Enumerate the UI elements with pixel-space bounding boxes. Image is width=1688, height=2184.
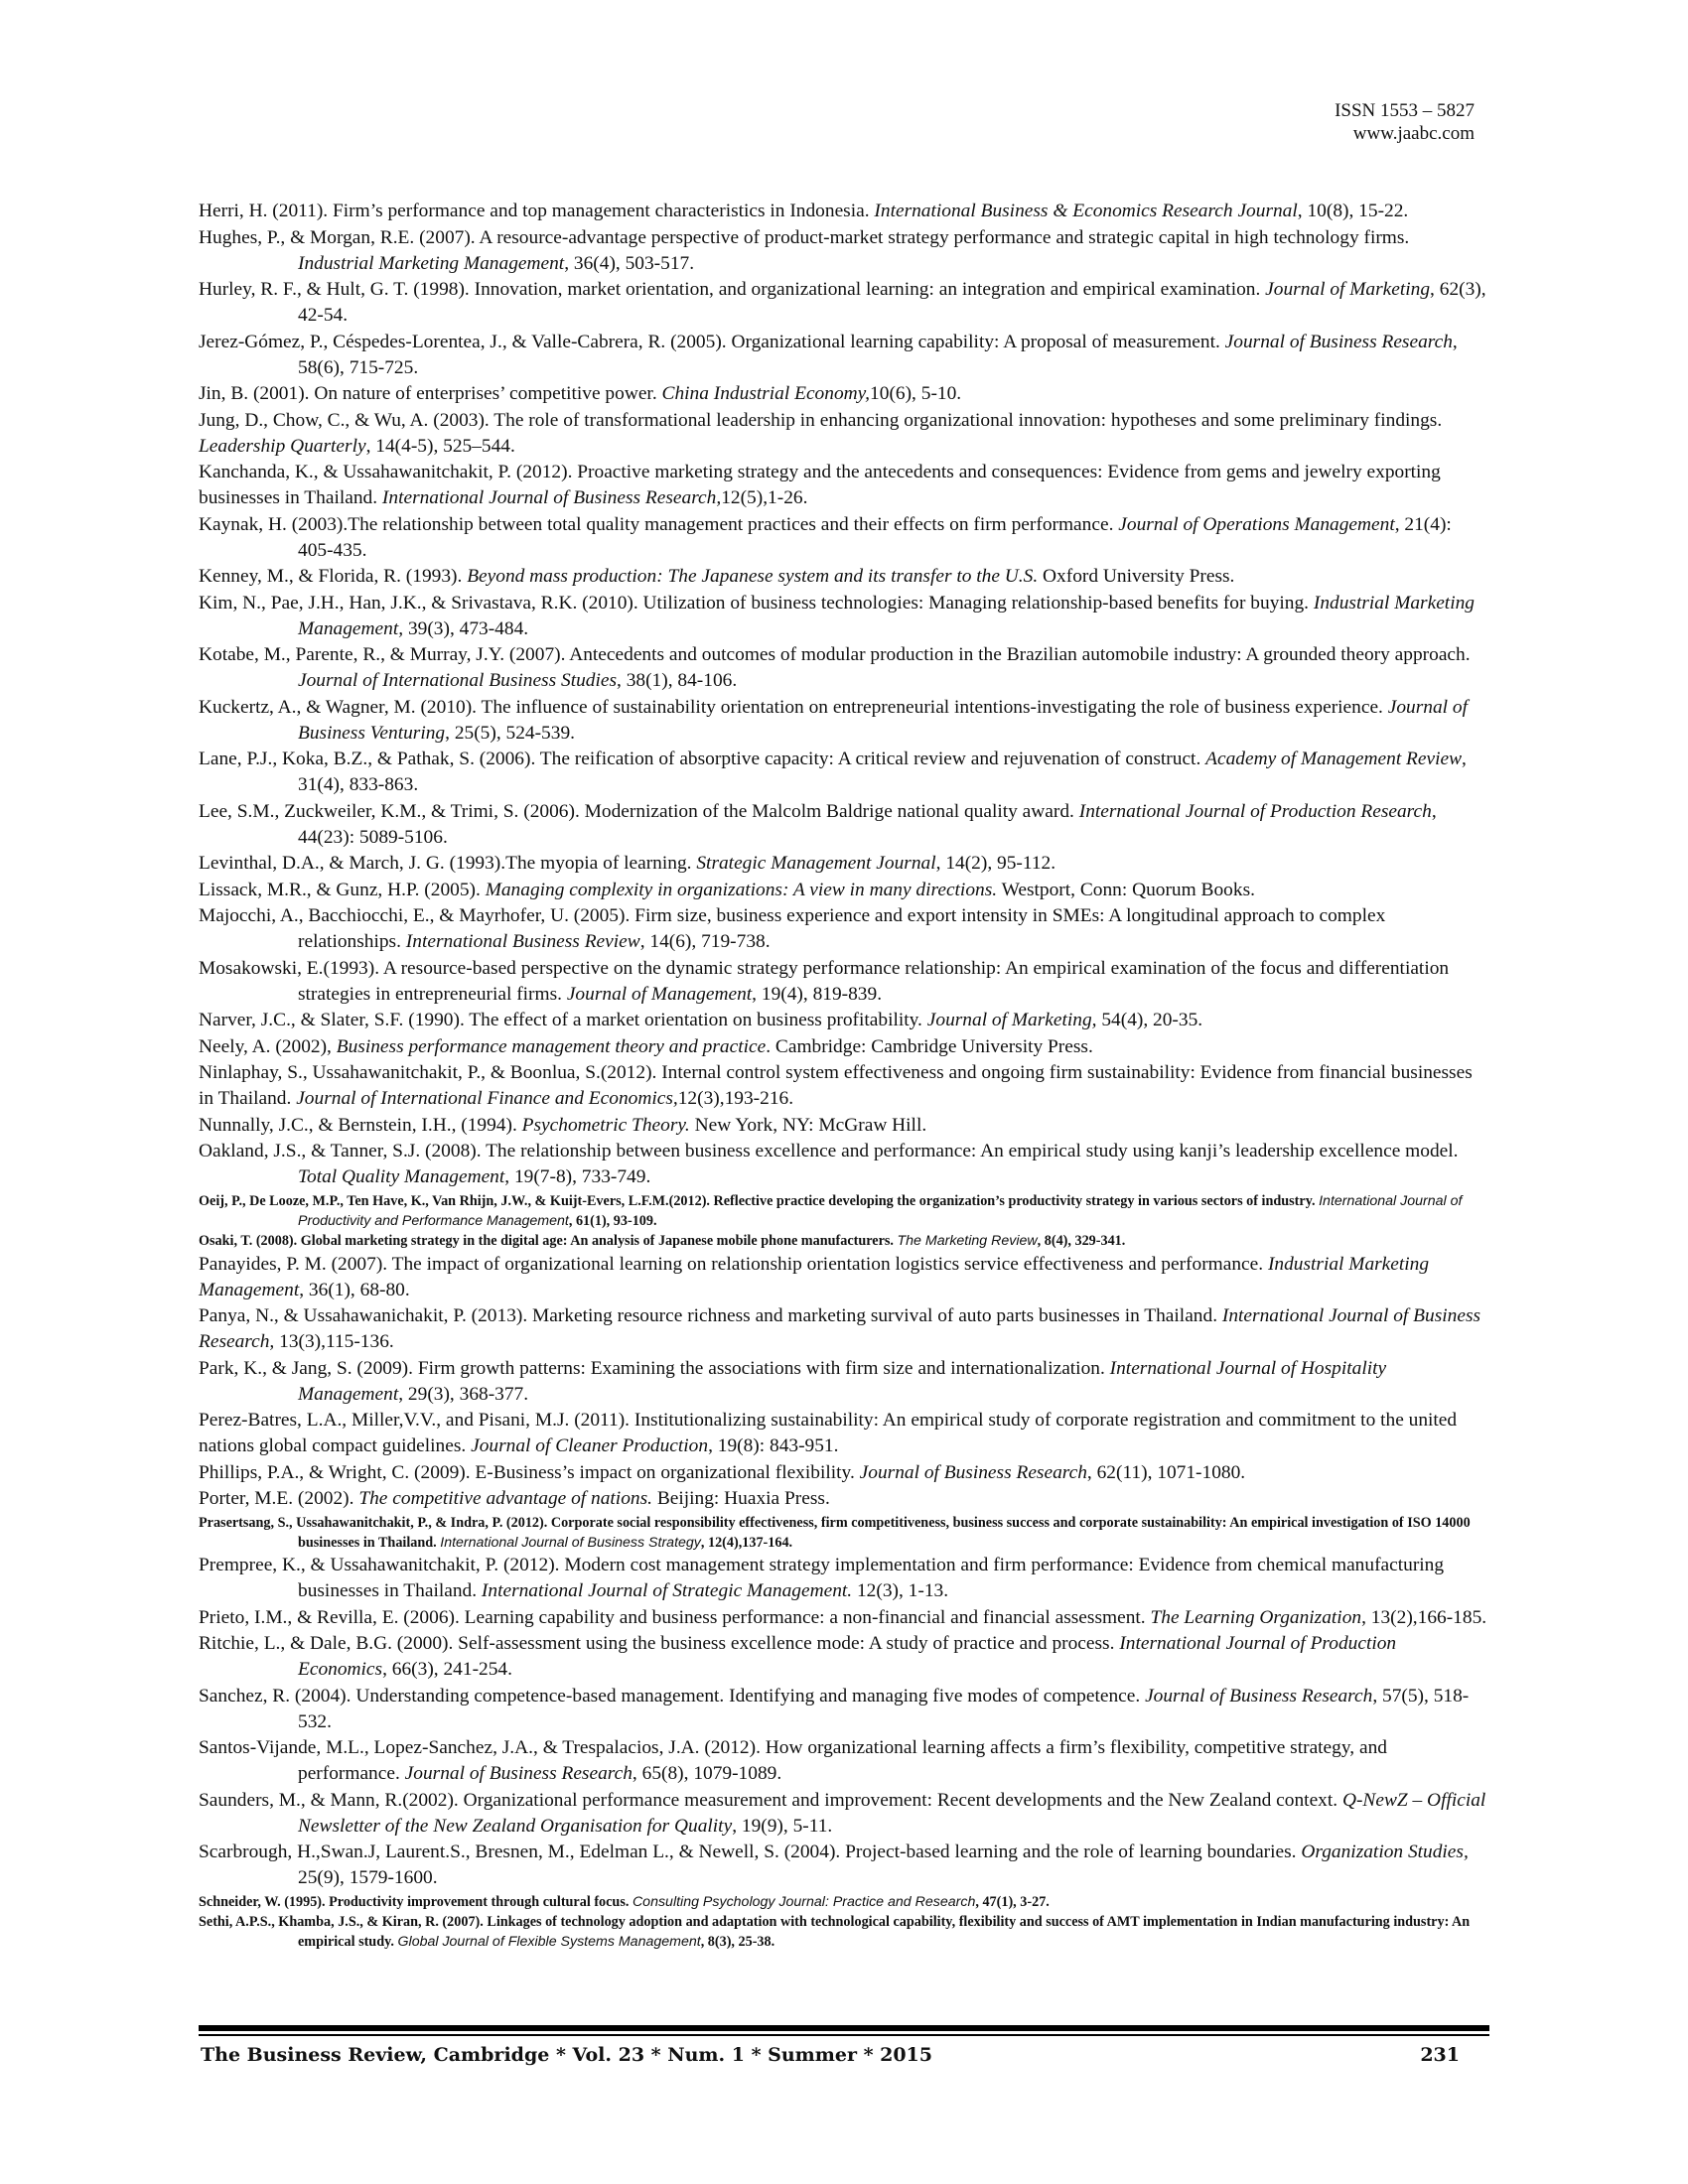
reference-venue: International Journal of Hospitality Management — [298, 1357, 1387, 1405]
reference-venue: Total Quality Management — [298, 1166, 505, 1187]
reference-entry — [199, 878, 1489, 903]
reference-venue: Psychometric Theory. — [521, 1114, 690, 1136]
reference-entry — [199, 1034, 1489, 1060]
reference-details: Oxford University Press. — [1038, 566, 1235, 587]
reference-entry — [199, 1231, 1489, 1251]
reference-entry — [199, 225, 1489, 277]
reference-entry — [199, 903, 1489, 955]
reference-text: Ninlaphay, S., Ussahawanitchakit, P., & Boonlua, S.(2012). Internal control system effectiveness and ongoing firm sustainability: Evidence from financial businesses in Thailand. — [199, 1062, 1473, 1109]
reference-venue: Managing complexity in organizations: A view in many directions. — [485, 879, 998, 900]
reference-entry — [199, 1408, 1489, 1459]
reference-venue: The Marketing Review — [897, 1233, 1038, 1249]
reference-text: Jung, D., Chow, C., & Wu, A. (2003). The role of transformational leadership in enhancing organizational innovation: hypotheses and some preliminary findings. — [199, 409, 1443, 431]
reference-venue: Journal of Business Venturing — [298, 696, 1469, 744]
reference-venue: Organization Studies, — [1301, 1842, 1469, 1862]
reference-entry — [199, 1735, 1489, 1787]
reference-text: Sethi, A.P.S., Khamba, J.S., & Kiran, R. (2007). Linkages of technology adoption and adaptation with technological capability, flexibility and success of AMT implementation in Indian manufacturing industry: An empirical study. — [199, 1914, 1471, 1950]
reference-venue: Consulting Psychology Journal: Practice and Research — [632, 1893, 976, 1910]
reference-text: Kenney, M., & Florida, R. (1993). — [199, 566, 468, 587]
reference-details: , 13(2),166-185. — [1361, 1606, 1487, 1628]
reference-details: , 62(3), 42-54. — [298, 279, 1486, 326]
reference-entry — [199, 956, 1489, 1008]
reference-venue: Business performance management theory and practice — [336, 1035, 767, 1057]
reference-venue: The Learning Organization — [1150, 1606, 1362, 1628]
reference-entry — [199, 851, 1489, 877]
reference-text: Lee, S.M., Zuckweiler, K.M., & Trimi, S. (2006). Modernization of the Malcolm Baldrige national quality award. — [199, 800, 1079, 822]
reference-text: Prasertsang, S., Ussahawanitchakit, P., & Indra, P. (2012). Corporate social responsibility effectiveness, firm competitiveness, business success and corporate sustainability: An empirical investigation of ISO 14000 businesses in Thailand. — [199, 1514, 1471, 1551]
reference-venue: The competitive advantage of nations. — [358, 1488, 652, 1509]
reference-details: New York, NY: McGraw Hill. — [689, 1114, 927, 1136]
reference-venue: Beyond mass production: The Japanese system and its transfer to the U.S. — [467, 566, 1039, 587]
reference-text: Jin, B. (2001). On nature of enterprises’ competitive power. — [199, 383, 662, 404]
reference-details: , 61(1), 93-109. — [568, 1212, 657, 1229]
reference-text: Nunnally, J.C., & Bernstein, I.H., (1994). — [199, 1114, 522, 1136]
reference-entry — [199, 1892, 1489, 1912]
page-number: 231 — [1420, 2044, 1460, 2066]
reference-text: Hurley, R. F., & Hult, G. T. (1998). Innovation, market orientation, and organizational learning: an integration and empirical examination. — [199, 279, 1266, 300]
reference-entry — [199, 1840, 1489, 1891]
reference-text: Jerez-Gómez, P., Céspedes-Lorentea, J., & Valle-Cabrera, R. (2005). Organizational learning capability: A proposal of measurement. — [199, 331, 1225, 352]
reference-entry — [199, 695, 1489, 747]
reference-details: , 29(3), 368-377. — [398, 1383, 529, 1405]
reference-venue: International Journal of Business Strategy — [440, 1534, 701, 1551]
reference-details: , 19(7-8), 733-749. — [504, 1166, 651, 1187]
reference-entry — [199, 1513, 1489, 1553]
reference-entry — [199, 199, 1489, 224]
reference-details: 12(5),1-26. — [721, 487, 808, 508]
reference-text: Herri, H. (2011). Firm’s performance and top management characteristics in Indonesia. — [199, 201, 875, 221]
reference-venue: Global Journal of Flexible Systems Management — [397, 1934, 701, 1950]
reference-details: 54(4), 20-35. — [1096, 1010, 1203, 1030]
reference-venue: Academy of Management Review — [1205, 749, 1463, 769]
reference-text: Kim, N., Pae, J.H., Han, J.K., & Srivastava, R.K. (2010). Utilization of business technologies: Managing relationship-based benefits for buying. — [199, 592, 1314, 614]
reference-details: , 8(4), 329-341. — [1037, 1233, 1126, 1249]
reference-text: Kotabe, M., Parente, R., & Murray, J.Y. (2007). Antecedents and outcomes of modular production in the Brazilian automobile industry: A grounded theory approach. — [199, 644, 1471, 665]
reference-details: , 65(8), 1079-1089. — [632, 1763, 782, 1784]
reference-text: Majocchi, A., Bacchiocchi, E., & Mayrhofer, U. (2005). Firm size, business experience and export intensity in SMEs: A longitudinal approach to complex relationships. — [199, 905, 1386, 952]
reference-entry — [199, 1191, 1489, 1231]
reference-details: , 8(3), 25-38. — [700, 1934, 775, 1950]
reference-entry — [199, 591, 1489, 642]
reference-entry — [199, 1788, 1489, 1840]
reference-entry — [199, 1460, 1489, 1486]
reference-entry — [199, 1139, 1489, 1190]
reference-venue: Journal of Operations Management — [1118, 513, 1395, 535]
reference-details: , 44(23): 5089-5106. — [298, 800, 1437, 848]
reference-entry — [199, 1605, 1489, 1631]
reference-text: Oakland, J.S., & Tanner, S.J. (2008). The relationship between business excellence and performance: An empirical study using kanji’s leadership excellence model. — [199, 1141, 1459, 1161]
reference-entry — [199, 799, 1489, 851]
reference-venue: Journal of Marketing, — [926, 1010, 1097, 1030]
reference-details: Westport, Conn: Quorum Books. — [997, 879, 1255, 900]
reference-text: Kaynak, H. (2003).The relationship between total quality management practices and their effects on firm performance. — [199, 513, 1119, 535]
reference-details: , 66(3), 241-254. — [382, 1659, 512, 1680]
reference-details: , 62(11), 1071-1080. — [1086, 1461, 1246, 1483]
reference-details: Beijing: Huaxia Press. — [651, 1488, 830, 1509]
reference-entry — [199, 747, 1489, 798]
reference-entry — [199, 1553, 1489, 1604]
reference-entry — [199, 460, 1489, 511]
reference-venue: Journal of Marketing — [1265, 279, 1431, 300]
reference-entry — [199, 330, 1489, 381]
reference-details: , 38(1), 84-106. — [617, 670, 738, 691]
reference-entry — [199, 1252, 1489, 1303]
footer-rule-thick — [199, 2025, 1489, 2031]
reference-text: Narver, J.C., & Slater, S.F. (1990). The effect of a market orientation on business profitability. — [199, 1010, 927, 1030]
reference-text: Phillips, P.A., & Wright, C. (2009). E-Business’s impact on organizational flexibility. — [199, 1461, 860, 1483]
reference-venue: Journal of International Business Studies — [298, 670, 618, 691]
reference-venue: International Business & Economics Research Journal — [874, 201, 1298, 221]
reference-details: , 58(6), 715-725. — [298, 331, 1458, 378]
reference-text: Mosakowski, E.(1993). A resource-based perspective on the dynamic strategy performance relationship: An empirical examination of the focus and differentiation strategies in entrepreneurial firms. — [199, 957, 1450, 1005]
reference-venue: Journal of International Finance and Economics, — [296, 1088, 678, 1109]
reference-venue: International Journal of Strategic Management. — [481, 1580, 853, 1601]
reference-details: 13(3),115-136. — [274, 1331, 394, 1352]
reference-text: Panayides, P. M. (2007). The impact of organizational learning on relationship orientation logistics service effectiveness and performance. — [199, 1253, 1268, 1275]
reference-venue: Journal of Business Research — [404, 1763, 633, 1784]
reference-details: , 19(9), 5-11. — [732, 1815, 833, 1837]
reference-venue: Journal of Management — [566, 983, 753, 1005]
reference-text: Scarbrough, H.,Swan.J, Laurent.S., Bresnen, M., Edelman L., & Newell, S. (2004). Project-based learning and the role of learning boundaries. — [199, 1842, 1302, 1862]
reference-text: Osaki, T. (2008). Global marketing strategy in the digital age: An analysis of Japanese mobile phone manufacturers. — [199, 1233, 898, 1249]
reference-list — [199, 199, 1489, 1953]
reference-details: , 47(1), 3-27. — [975, 1893, 1050, 1910]
reference-details: , 14(6), 719-738. — [639, 931, 771, 952]
reference-entry — [199, 1113, 1489, 1139]
reference-entry — [199, 1356, 1489, 1408]
reference-details: , 14(4-5), 525–544. — [365, 435, 515, 457]
website: www.jaabc.com — [1352, 123, 1475, 144]
reference-venue: International Journal of Production Economics — [298, 1633, 1397, 1680]
reference-details: , 25(5), 524-539. — [445, 722, 575, 744]
reference-details: , 19(8): 843-951. — [708, 1435, 839, 1456]
reference-text: Neely, A. (2002), — [199, 1035, 337, 1057]
issn: ISSN 1553 – 5827 — [1335, 100, 1475, 121]
reference-details: 12(3), 1-13. — [852, 1580, 949, 1601]
reference-details: , 21(4): 405-435. — [298, 513, 1452, 561]
reference-details: , 36(1), 68-80. — [299, 1279, 410, 1300]
reference-details: 25(9), 1579-1600. — [298, 1867, 438, 1888]
reference-text: Schneider, W. (1995). Productivity improvement through cultural focus. — [199, 1893, 633, 1910]
reference-details: , 19(4), 819-839. — [752, 983, 883, 1005]
reference-text: Prieto, I.M., & Revilla, E. (2006). Learning capability and business performance: a non-financial and financial assessment. — [199, 1606, 1151, 1628]
reference-text: Prempree, K., & Ussahawanitchakit, P. (2012). Modern cost management strategy implementation and firm performance: Evidence from chemical manufacturing businesses in Thailand. — [199, 1555, 1445, 1601]
reference-entry — [199, 408, 1489, 460]
reference-text: Sanchez, R. (2004). Understanding competence-based management. Identifying and managing five modes of competence. — [199, 1685, 1146, 1706]
reference-entry — [199, 1486, 1489, 1512]
reference-entry — [199, 642, 1489, 694]
reference-venue: Industrial Marketing Management, — [298, 592, 1475, 639]
reference-venue: Strategic Management Journal — [696, 853, 936, 874]
reference-venue: Q-NewZ – Official Newsletter of the New Zealand Organisation for Quality — [298, 1789, 1486, 1837]
reference-text: Panya, N., & Ussahawanichakit, P. (2013). Marketing resource richness and marketing survival of auto parts businesses in Thailand. — [199, 1305, 1222, 1326]
reference-text: Lane, P.J., Koka, B.Z., & Pathak, S. (2006). The reification of absorptive capacity: A critical review and rejuvenation of construct. — [199, 749, 1206, 769]
reference-venue: Industrial Marketing Management — [298, 252, 565, 274]
reference-entry — [199, 1631, 1489, 1683]
reference-text: Santos-Vijande, M.L., Lopez-Sanchez, J.A., & Trespalacios, J.A. (2012). How organizational learning affects a firm’s flexibility, competitive strategy, and performance. — [199, 1737, 1387, 1784]
reference-details: . Cambridge: Cambridge University Press. — [766, 1035, 1093, 1057]
journal-line: The Business Review, Cambridge * Vol. 23 * Num. 1 * Summer * 2015 — [201, 2044, 933, 2066]
reference-venue: International Journal of Business Research, — [199, 1305, 1481, 1352]
reference-text: Ritchie, L., & Dale, B.G. (2000). Self-assessment using the business excellence mode: A study of practice and process. — [199, 1633, 1120, 1654]
reference-venue: China Industrial Economy, — [661, 383, 871, 404]
reference-venue: Leadership Quarterly — [199, 435, 366, 457]
reference-entry — [199, 277, 1489, 329]
reference-details: , 14(2), 95-112. — [935, 853, 1056, 874]
reference-text: Saunders, M., & Mann, R.(2002). Organizational performance measurement and improvement: Recent developments and the New Zealand context. — [199, 1789, 1342, 1811]
reference-details: , 36(4), 503-517. — [564, 252, 695, 274]
reference-entry — [199, 1684, 1489, 1735]
reference-details: 39(3), 473-484. — [403, 617, 529, 639]
reference-text: Levinthal, D.A., & March, J. G. (1993).The myopia of learning. — [199, 853, 697, 874]
reference-text: Porter, M.E. (2002). — [199, 1488, 359, 1509]
reference-text: Kanchanda, K., & Ussahawanitchakit, P. (2012). Proactive marketing strategy and the antecedents and consequences: Evidence from gems and jewelry exporting businesses in Thailand. — [199, 462, 1441, 508]
reference-venue: Journal of Business Research — [1224, 331, 1453, 352]
reference-entry — [199, 1303, 1489, 1355]
reference-details: , 57(5), 518-532. — [298, 1685, 1470, 1732]
reference-venue: Journal of Business Research — [1145, 1685, 1373, 1706]
reference-entry — [199, 1008, 1489, 1033]
page-header — [1335, 99, 1475, 145]
reference-entry — [199, 564, 1489, 590]
reference-venue: International Business Review — [405, 931, 640, 952]
reference-details: , 10(8), 15-22. — [1297, 201, 1409, 221]
reference-text: Perez-Batres, L.A., Miller,V.V., and Pisani, M.J. (2011). Institutionalizing sustainability: An empirical study of corporate registration and commitment to the united nations global compact guidelines. — [199, 1410, 1458, 1456]
reference-venue: International Journal of Business Research, — [381, 487, 722, 508]
reference-entry — [199, 381, 1489, 407]
reference-entry — [199, 1060, 1489, 1112]
reference-entry — [199, 1912, 1489, 1952]
reference-venue: Journal of Cleaner Production — [471, 1435, 709, 1456]
reference-text: Oeij, P., De Looze, M.P., Ten Have, K., Van Rhijn, J.W., & Kuijt-Evers, L.F.M.(2012). Reflective practice developing the organization’s productivity strategy in various sectors of industry. — [199, 1192, 1320, 1209]
reference-text: Hughes, P., & Morgan, R.E. (2007). A resource-advantage perspective of product-market strategy performance and strategic capital in high technology firms. — [199, 226, 1410, 248]
reference-details: , 31(4), 833-863. — [298, 749, 1467, 795]
reference-details: , 12(4),137-164. — [700, 1534, 793, 1551]
reference-venue: Journal of Business Research — [859, 1461, 1087, 1483]
reference-venue: Industrial Marketing Management — [199, 1253, 1430, 1300]
reference-details: 12(3),193-216. — [677, 1088, 794, 1109]
reference-text: Park, K., & Jang, S. (2009). Firm growth patterns: Examining the associations with firm size and internationalization. — [199, 1357, 1110, 1379]
reference-details: 10(6), 5-10. — [870, 383, 962, 404]
reference-text: Kuckertz, A., & Wagner, M. (2010). The influence of sustainability orientation on entrepreneurial intentions-investigating the role of business experience. — [199, 696, 1388, 718]
reference-entry — [199, 512, 1489, 564]
reference-venue: International Journal of Productivity and Performance Management — [298, 1192, 1463, 1229]
reference-venue: International Journal of Production Research — [1078, 800, 1432, 822]
page-footer — [199, 2025, 1489, 2066]
reference-text: Lissack, M.R., & Gunz, H.P. (2005). — [199, 879, 486, 900]
